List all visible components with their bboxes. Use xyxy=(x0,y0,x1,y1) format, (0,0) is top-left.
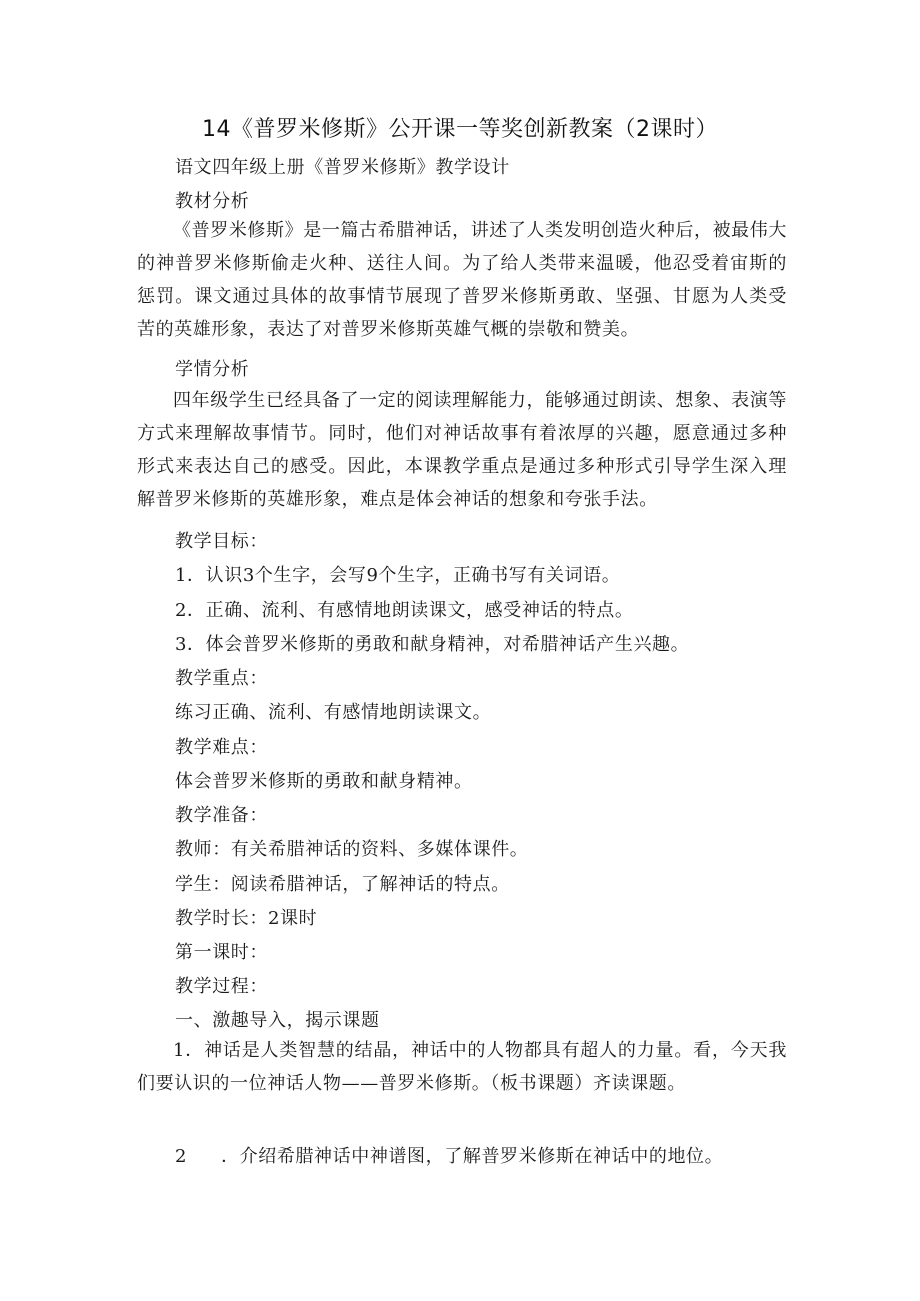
heading-teaching-process: 教学过程： xyxy=(175,976,268,997)
goal-item-3: 3．体会普罗米修斯的勇敢和献身精神，对希腊神话产生兴趣。 xyxy=(175,634,690,655)
preparation-student: 学生：阅读希腊神话，了解神话的特点。 xyxy=(175,874,510,895)
heading-material-analysis: 教材分析 xyxy=(175,191,250,212)
step-one-paragraph-2 xyxy=(175,1142,723,1168)
step-one-paragraph-1: 1．神话是人类智慧的结晶，神话中的人物都具有超人的力量。看，今天我们要认识的一位神话人物——普罗米修斯。（板书课题）齐读课题。 xyxy=(137,1040,787,1094)
difficult-points-text: 体会普罗米修斯的勇敢和献身精神。 xyxy=(175,771,473,792)
heading-key-points: 教学重点： xyxy=(175,668,268,689)
subtitle: 语文四年级上册《普罗米修斯》教学设计 xyxy=(175,157,510,178)
heading-lesson-one: 第一课时： xyxy=(175,942,268,963)
heading-teaching-goals: 教学目标： xyxy=(175,531,268,552)
key-points-text: 练习正确、流利、有感情地朗读课文。 xyxy=(175,702,492,723)
step-one-paragraph-2-number: 2 xyxy=(175,1146,188,1167)
goal-item-1: 1．认识3个生字，会写9个生字，正确书写有关词语。 xyxy=(175,565,621,586)
document-title: 14《普罗米修斯》公开课一等奖创新教案（2课时） xyxy=(202,117,718,142)
step-one-paragraph-2-text: ．介绍希腊神话中神谱图，了解普罗米修斯在神话中的地位。 xyxy=(221,1146,724,1167)
heading-difficult-points: 教学难点： xyxy=(175,737,268,758)
heading-student-analysis: 学情分析 xyxy=(175,359,250,380)
goal-item-2: 2．正确、流利、有感情地朗读课文，感受神话的特点。 xyxy=(175,600,634,621)
step-one-heading: 一、激趣导入，揭示课题 xyxy=(175,1010,380,1031)
preparation-teacher: 教师：有关希腊神话的资料、多媒体课件。 xyxy=(175,839,529,860)
paragraph-material-analysis: 《普罗米修斯》是一篇古希腊神话，讲述了人类发明创造火种后，被最伟大的神普罗米修斯偷走火种、送往人间。为了给人类带来温暖，他忍受着宙斯的惩罚。课文通过具体的故事情节展现了普罗米修斯勇敢、坚强、甘愿为人类受苦的英雄形象，表达了对普罗米修斯英雄气概的崇敬和赞美。 xyxy=(137,220,787,340)
paragraph-student-analysis: 四年级学生已经具备了一定的阅读理解能力，能够通过朗读、想象、表演等方式来理解故事情节。同时，他们对神话故事有着浓厚的兴趣，愿意通过多种形式来表达自己的感受。因此，本课教学重点是通过多种形式引导学生深入理解普罗米修斯的英雄形象，难点是体会神话的想象和夸张手法。 xyxy=(137,390,787,510)
teaching-duration: 教学时长：2课时 xyxy=(175,908,318,929)
heading-preparation: 教学准备： xyxy=(175,805,268,826)
